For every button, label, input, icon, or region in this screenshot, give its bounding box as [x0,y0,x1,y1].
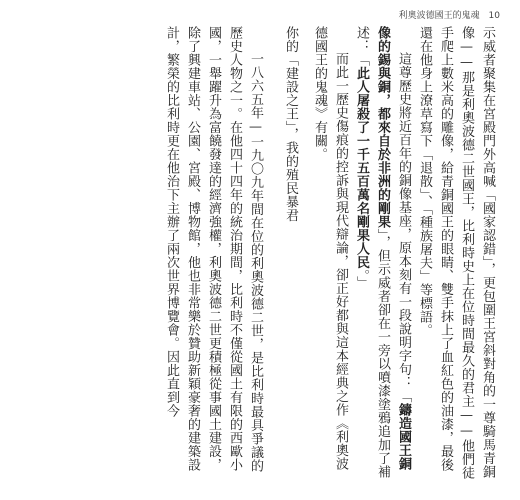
paragraph-2 [351,26,414,482]
vertical-text-body [18,26,498,482]
text-run: 示威者聚集在宮殿門外高喊「國家認錯」，更包圍王宮斜對角的一尊騎馬青銅像——那是利奧波德二世國王，比利時史上在位時間最久的君主——他們徒手爬上數米高的雕像，給青銅國王的眼睛、雙手抹上了血紅色的油漆，最後還在他身上潦草寫下「退散」、「種族屠夫」等標語。 [417,26,495,480]
page-number: 10 [488,11,500,21]
text-run: 」，但示威者卻在一旁以噴漆塗鴉追加了補述：「 [354,26,390,479]
text-run: 。」 [354,269,369,290]
text-run: 鑄造國王銅像的錫與銅，都來自於非洲的剛果 [375,26,411,471]
paragraph-final: 一八六五年—一九〇九年間在位的利奧波德二世，是比利時最具爭議的歷史人物之一。在他四十四年的統治期間，比利時不僅從國土有限的西歐小國，一舉躍升為富饒發達的經濟強權，利奧波德二世更積極從事國土建設，除了興建車站、公園、宮殿、博物館，他也非常樂於贊助新穎豪奢的建築設計，繁榮的比利時更在他治下主辦了兩次世界博覽會。因此直到今 [164,26,263,473]
text-run: 此人屠殺了一千五百萬名剛果人民 [354,66,369,269]
running-header-title: 利奧波德國王的鬼魂 [398,11,480,21]
paragraph-3 [309,26,351,482]
running-header [399,8,500,21]
paragraph-1 [414,26,498,482]
section-heading: 你的「建設之王」，我的殖民暴君 [283,26,298,222]
text-run: 而此一歷史傷痕的控訴與現代辯論，卻正好都與這本經典之作《利奧波德國王的鬼魂》有關。 [312,26,348,471]
text-run: 這尊歷史將近百年的銅像基座，原本刻有一段說明字句：「 [396,52,411,403]
